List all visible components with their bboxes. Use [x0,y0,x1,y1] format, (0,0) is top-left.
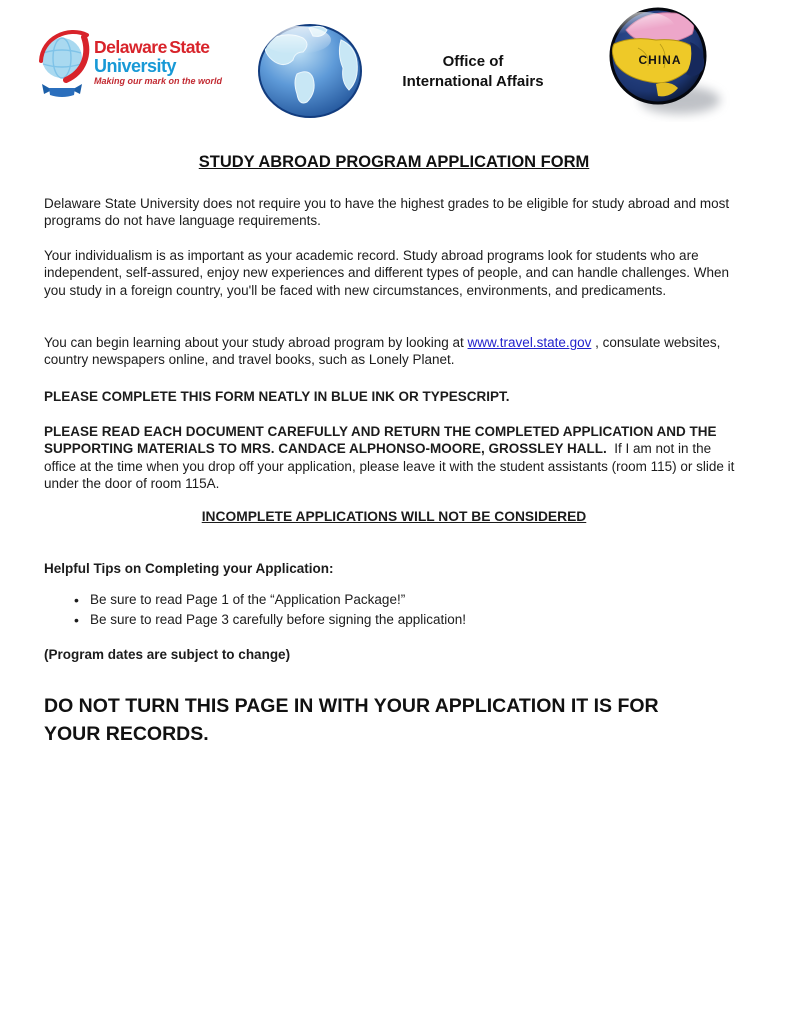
dsu-globe-icon [38,28,90,102]
helpful-tips-list [44,590,745,630]
office-label-line1: Office of [442,53,504,70]
china-globe-label: CHINA [638,53,682,67]
instruction-return-application [44,423,745,493]
instruction-blue-ink: PLEASE COMPLETE THIS FORM NEATLY IN BLUE INK OR TYPESCRIPT. [44,389,510,404]
office-of-international-affairs-label [380,52,566,91]
dsu-logo-name-line2: University [94,56,177,76]
dsu-logo-name-line1: Delaware State [94,37,210,57]
instruction-return-application-bold: PLEASE READ EACH DOCUMENT CAREFULLY AND RETURN THE COMPLETED APPLICATION AND THE SUPPORTING MATERIALS TO MRS. CANDACE ALPHONSO-MOORE, GROSSLEY HALL. [44,424,717,457]
do-not-turn-in-warning: DO NOT TURN THIS PAGE IN WITH YOUR APPLICATION IT IS FOR YOUR RECORDS. [44,695,659,745]
paragraph-resources-post: , consulate websites, country newspapers online, and travel books, such as Lonely Planet. [44,335,721,368]
china-globe-icon [598,4,738,122]
earth-globe-icon [257,22,363,120]
tip-item-text: Be sure to read Page 3 carefully before signing the application! [90,612,466,627]
paragraph-individualism: Your individualism is as important as your academic record. Study abroad programs look for students who are independent, self-assured, enjoy new experiences and different types of people, and can handle challenges. When you study in a foreign country, you'll be faced with new circumstances, environments, and predicaments. [44,248,729,298]
travel-state-gov-link[interactable]: www.travel.state.gov [467,335,592,350]
helpful-tips-heading: Helpful Tips on Completing your Application: [44,561,334,576]
tip-item [44,610,745,630]
tip-item [44,590,745,610]
paragraph-resources-pre: You can begin learning about your study abroad program by looking at [44,335,468,350]
paragraph-resources [44,334,745,369]
tip-item-text: Be sure to read Page 1 of the “Application Package!” [90,592,406,607]
program-dates-note: (Program dates are subject to change) [44,647,291,662]
dsu-logo [38,28,222,102]
page-title: STUDY ABROAD PROGRAM APPLICATION FORM [198,153,590,171]
office-label-line2: International Affairs [402,72,544,90]
dsu-logo-tagline: Making our mark on the world [94,76,223,86]
incomplete-applications-notice: INCOMPLETE APPLICATIONS WILL NOT BE CONSIDERED [201,509,587,524]
paragraph-eligibility: Delaware State University does not require you to have the highest grades to be eligible for study abroad and most programs do not have language requirements. [44,196,730,229]
instruction-return-application-rest: If I am not in the office at the time when you drop off your application, please leave it with the student assistants (room 115) or slide it under the door of room 115A. [44,441,735,492]
dsu-logo-text [94,28,222,87]
